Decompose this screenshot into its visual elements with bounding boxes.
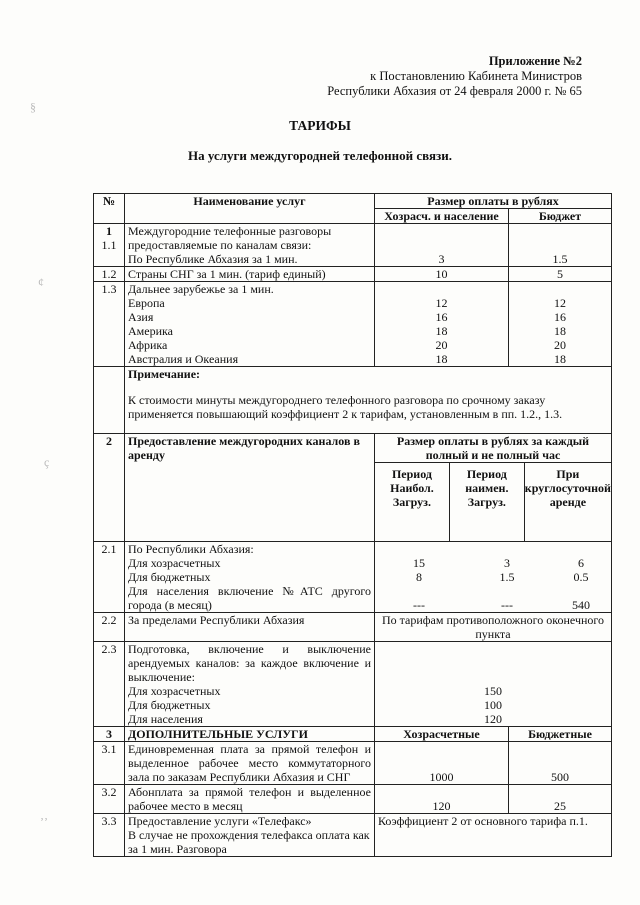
row-value-b: 5 <box>509 267 612 282</box>
table-row <box>94 814 612 857</box>
row-number: 3.2 <box>94 785 125 814</box>
row-value: По тарифам противоположного оконечного пункта <box>375 613 612 642</box>
col-price-header: Размер оплаты в рублях <box>375 194 612 209</box>
region-name: Европа <box>128 296 165 310</box>
table-row <box>94 542 612 613</box>
row-number: 1.3 <box>94 282 125 367</box>
rent-values-offpeak: 3 1.5 --- <box>499 556 515 612</box>
scan-mark: § <box>30 100 36 114</box>
row-number: 1.2 <box>94 267 125 282</box>
table-row <box>94 742 612 785</box>
row-label: За пределами Республики Абхазия <box>125 613 375 642</box>
row-number: 3.3 <box>94 814 125 857</box>
row-number: 2 <box>94 434 125 542</box>
row-label: Междугородние телефонные разговоры предоставляемые по каналам связи: По Республике Абхазия за 1 мин. <box>125 224 375 267</box>
note-title: Примечание: <box>128 367 201 381</box>
col-name-header: Наименование услуг <box>125 194 375 224</box>
appendix-header <box>327 54 582 99</box>
region-name: Австралия и Океания <box>128 352 239 366</box>
note-row <box>94 367 612 434</box>
section-title: Предоставление междугородних каналов в аренду <box>125 434 375 542</box>
period-peak: Период Наибол. Загруз. <box>375 463 450 541</box>
period-round-the-clock: При круглосуточной аренде <box>524 467 611 509</box>
table-row <box>94 282 612 367</box>
scan-mark: ʼʼ <box>40 815 48 829</box>
row-value-a: 120 <box>375 785 509 814</box>
scan-mark: ¢ <box>38 275 44 289</box>
table-header-row <box>94 194 612 209</box>
appendix-ref-line: к Постановлению Кабинета Министров <box>370 69 582 83</box>
scan-mark: ç <box>44 455 50 469</box>
row-number: 3.1 <box>94 742 125 785</box>
rent-values-round: 6 0.5 540 <box>572 556 590 612</box>
table-row <box>94 785 612 814</box>
row-number: 2.2 <box>94 613 125 642</box>
table-row <box>94 613 612 642</box>
row-value: 150 100 120 <box>375 642 612 727</box>
row-value: Коэффициент 2 от основного тарифа п.1. <box>375 814 612 857</box>
row-label: По Республики Абхазия: Для хозрасчетных Для бюджетных Для населения включение №АТС другого города (в месяц) <box>125 542 375 613</box>
col-number-header: № <box>94 194 125 224</box>
row-value-a: 3 <box>375 224 509 267</box>
rent-values-peak: 15 8 --- <box>413 556 425 612</box>
section-header-row <box>94 727 612 742</box>
section-header-row <box>94 434 612 463</box>
appendix-date-line: Республики Абхазия от 24 февраля 2000 г. № 65 <box>327 84 582 98</box>
col-b-header: Бюджет <box>509 209 612 224</box>
col-a-header: Хозрасч. и население <box>375 209 509 224</box>
row-value-b: 500 <box>509 742 612 785</box>
region-name: Америка <box>128 324 173 338</box>
row-value-b: 25 <box>509 785 612 814</box>
row-number: 1 1.1 <box>94 224 125 267</box>
period-offpeak: Период наимен. Загруз. <box>450 463 525 541</box>
row-value-b: 1.5 <box>509 224 612 267</box>
table-row <box>94 267 612 282</box>
row-value-a: 12 16 18 20 18 <box>375 282 509 367</box>
region-name: Африка <box>128 338 168 352</box>
row-value-a: 1000 <box>375 742 509 785</box>
tariff-table <box>93 193 612 857</box>
table-row <box>94 224 612 267</box>
row-label: Единовременная плата за прямой телефон и выделенное рабочее место коммутаторного зала по заказам Республики Абхазия и СНГ <box>125 742 375 785</box>
row-number: 2.1 <box>94 542 125 613</box>
section-title: ДОПОЛНИТЕЛЬНЫЕ УСЛУГИ <box>125 727 375 742</box>
row-value-b: 12 16 18 20 18 <box>509 282 612 367</box>
row-number: 3 <box>94 727 125 742</box>
note-text: применяется повышающий коэффициент 2 к тарифам, установленным в пп. 1.2., 1.3. <box>128 407 563 421</box>
row-label: Дальнее зарубежье за 1 мин. Европа Азия Америка Африка Австралия и Океания <box>125 282 375 367</box>
row-value-a: 10 <box>375 267 509 282</box>
table-row <box>94 642 612 727</box>
page-subtitle: На услуги междугородней телефонной связи. <box>187 148 453 163</box>
row-label: Предоставление услуги «Телефакс» В случае не прохождения телефакса оплата как за 1 мин. Разговора <box>125 814 375 857</box>
page-title: ТАРИФЫ <box>289 118 351 133</box>
row-label: Подготовка, включение и выключение арендуемых каналов: за каждое включение и выключение: Для хозрасчетных Для бюджетных Для населения <box>125 642 375 727</box>
section-price-header: Размер оплаты в рублях за каждый полный и не полный час <box>375 434 612 463</box>
col-a-header: Хозрасчетные <box>375 727 509 742</box>
appendix-number: Приложение №2 <box>488 54 582 68</box>
note-text: К стоимости минуты междугороднего телефонного разговора по срочному заказу <box>128 393 546 407</box>
row-label: Абонплата за прямой телефон и выделенное рабочее место в месяц <box>125 785 375 814</box>
region-name: Азия <box>128 310 154 324</box>
col-b-header: Бюджетные <box>509 727 612 742</box>
note-cell <box>125 367 612 434</box>
row-label: Страны СНГ за 1 мин. (тариф единый) <box>125 267 375 282</box>
row-number: 2.3 <box>94 642 125 727</box>
